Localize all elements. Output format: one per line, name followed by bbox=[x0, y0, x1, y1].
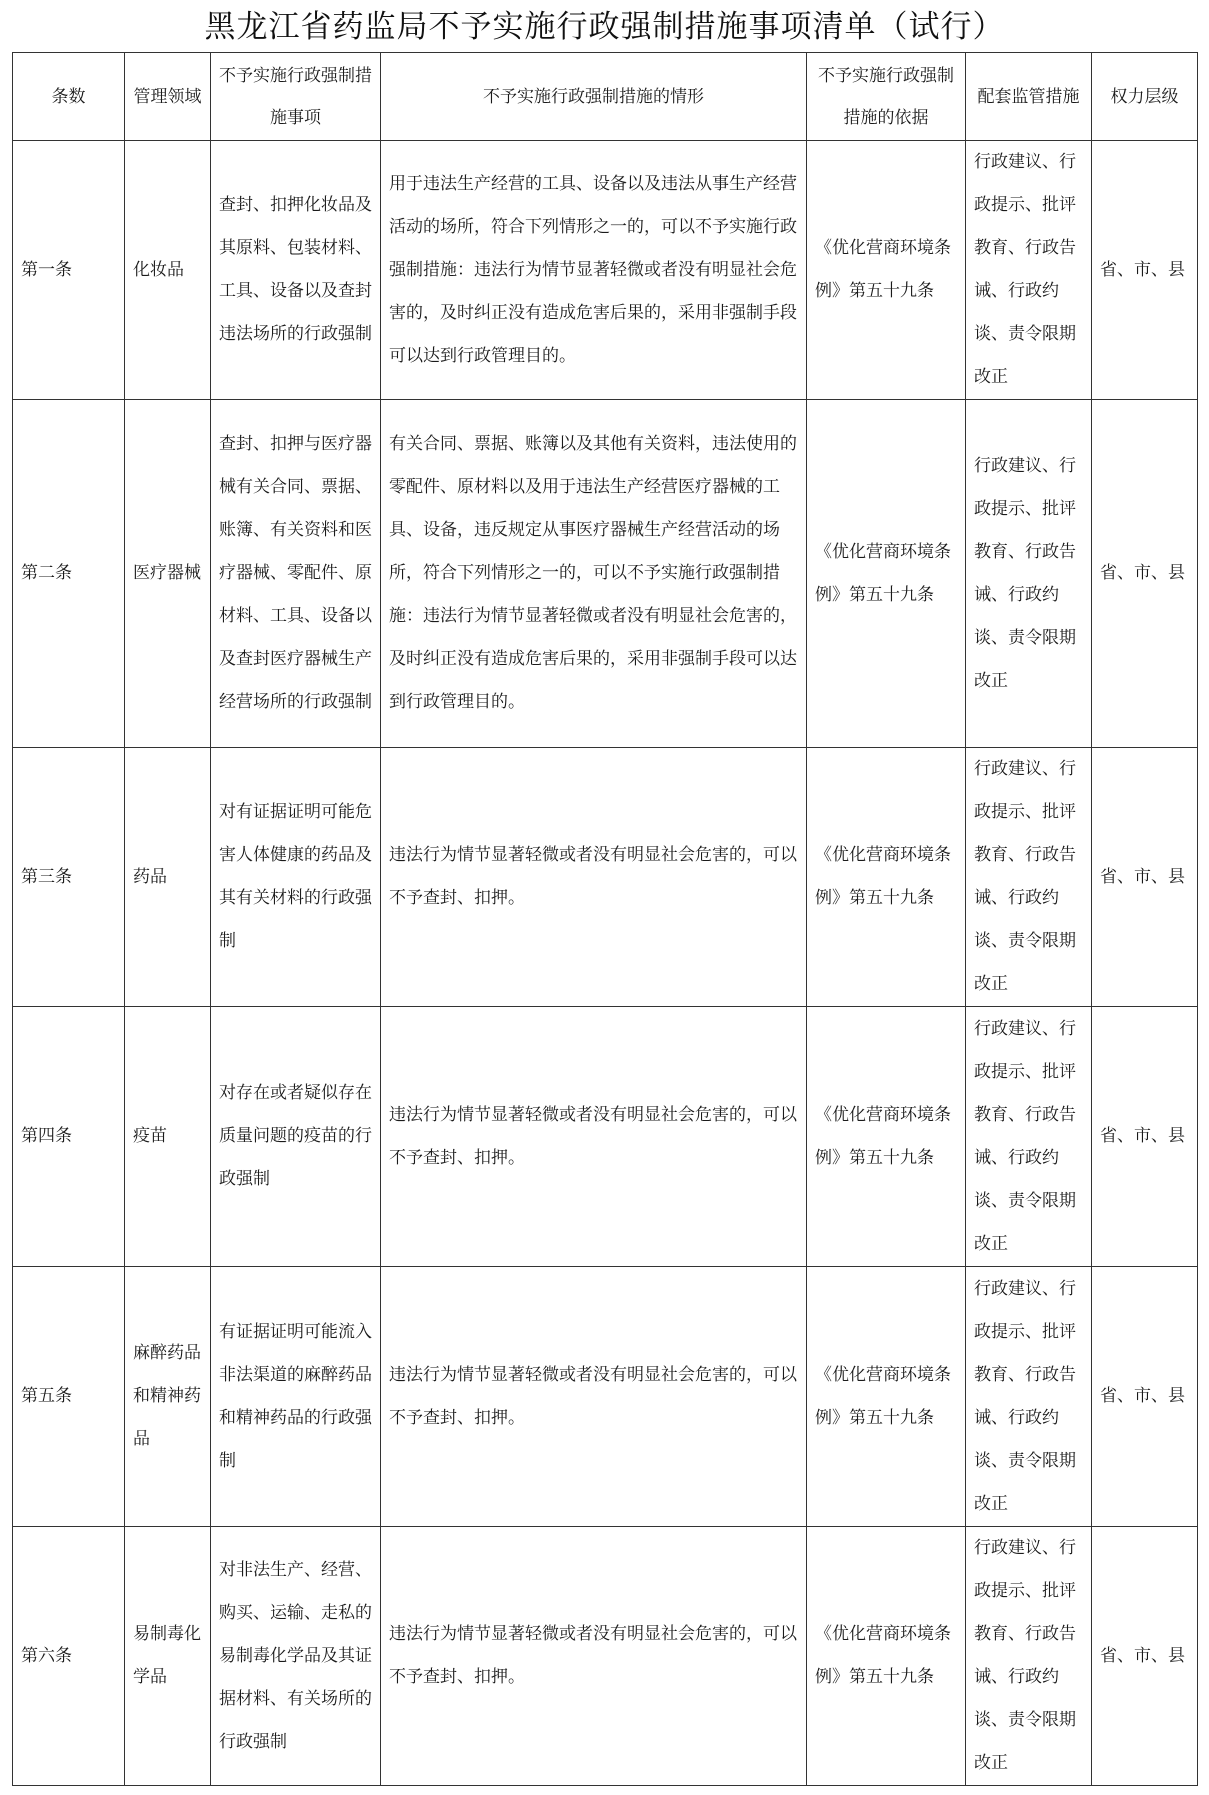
cell-level: 省、市、县 bbox=[1092, 400, 1198, 748]
header-circumstance: 不予实施行政强制措施的情形 bbox=[381, 53, 807, 141]
cell-domain: 医疗器械 bbox=[125, 400, 211, 748]
cell-level: 省、市、县 bbox=[1092, 1007, 1198, 1267]
cell-matter: 对有证据证明可能危害人体健康的药品及其有关材料的行政强制 bbox=[211, 748, 381, 1007]
table-row bbox=[13, 141, 1198, 400]
cell-domain: 药品 bbox=[125, 748, 211, 1007]
cell-article: 第一条 bbox=[13, 141, 125, 400]
cell-domain: 化妆品 bbox=[125, 141, 211, 400]
cell-circumstance: 用于违法生产经营的工具、设备以及违法从事生产经营活动的场所，符合下列情形之一的，可以不予实施行政强制措施：违法行为情节显著轻微或者没有明显社会危害的，及时纠正没有造成危害后果的，采用非强制手段可以达到行政管理目的。 bbox=[381, 141, 807, 400]
header-matter: 不予实施行政强制措施事项 bbox=[211, 53, 381, 141]
header-level: 权力层级 bbox=[1092, 53, 1198, 141]
cell-circumstance: 违法行为情节显著轻微或者没有明显社会危害的，可以不予查封、扣押。 bbox=[381, 1527, 807, 1786]
table-row bbox=[13, 748, 1198, 1007]
cell-domain: 疫苗 bbox=[125, 1007, 211, 1267]
cell-circumstance: 违法行为情节显著轻微或者没有明显社会危害的，可以不予查封、扣押。 bbox=[381, 748, 807, 1007]
cell-basis: 《优化营商环境条例》第五十九条 bbox=[807, 1527, 966, 1786]
cell-level: 省、市、县 bbox=[1092, 1527, 1198, 1786]
measures-table bbox=[12, 52, 1198, 1786]
header-supervision: 配套监管措施 bbox=[966, 53, 1092, 141]
document-title: 黑龙江省药监局不予实施行政强制措施事项清单（试行） bbox=[204, 9, 1005, 45]
cell-level: 省、市、县 bbox=[1092, 141, 1198, 400]
table-row bbox=[13, 1007, 1198, 1267]
cell-basis: 《优化营商环境条例》第五十九条 bbox=[807, 141, 966, 400]
cell-article: 第三条 bbox=[13, 748, 125, 1007]
cell-basis: 《优化营商环境条例》第五十九条 bbox=[807, 1267, 966, 1527]
table-row bbox=[13, 1267, 1198, 1527]
cell-basis: 《优化营商环境条例》第五十九条 bbox=[807, 748, 966, 1007]
header-article: 条数 bbox=[13, 53, 125, 141]
cell-domain: 易制毒化学品 bbox=[125, 1527, 211, 1786]
cell-supervision: 行政建议、行政提示、批评教育、行政告诫、行政约谈、责令限期改正 bbox=[966, 400, 1092, 748]
cell-supervision: 行政建议、行政提示、批评教育、行政告诫、行政约谈、责令限期改正 bbox=[966, 1007, 1092, 1267]
cell-basis: 《优化营商环境条例》第五十九条 bbox=[807, 400, 966, 748]
table-row bbox=[13, 1527, 1198, 1786]
cell-matter: 查封、扣押化妆品及其原料、包装材料、工具、设备以及查封违法场所的行政强制 bbox=[211, 141, 381, 400]
cell-supervision: 行政建议、行政提示、批评教育、行政告诫、行政约谈、责令限期改正 bbox=[966, 748, 1092, 1007]
cell-basis: 《优化营商环境条例》第五十九条 bbox=[807, 1007, 966, 1267]
header-domain: 管理领域 bbox=[125, 53, 211, 141]
cell-level: 省、市、县 bbox=[1092, 748, 1198, 1007]
cell-supervision: 行政建议、行政提示、批评教育、行政告诫、行政约谈、责令限期改正 bbox=[966, 1267, 1092, 1527]
cell-domain: 麻醉药品和精神药品 bbox=[125, 1267, 211, 1527]
cell-matter: 对存在或者疑似存在质量问题的疫苗的行政强制 bbox=[211, 1007, 381, 1267]
cell-article: 第四条 bbox=[13, 1007, 125, 1267]
cell-supervision: 行政建议、行政提示、批评教育、行政告诫、行政约谈、责令限期改正 bbox=[966, 141, 1092, 400]
cell-supervision: 行政建议、行政提示、批评教育、行政告诫、行政约谈、责令限期改正 bbox=[966, 1527, 1092, 1786]
cell-article: 第二条 bbox=[13, 400, 125, 748]
header-basis: 不予实施行政强制措施的依据 bbox=[807, 53, 966, 141]
cell-article: 第六条 bbox=[13, 1527, 125, 1786]
cell-circumstance: 违法行为情节显著轻微或者没有明显社会危害的，可以不予查封、扣押。 bbox=[381, 1267, 807, 1527]
table-header-row bbox=[13, 53, 1198, 141]
cell-matter: 对非法生产、经营、购买、运输、走私的易制毒化学品及其证据材料、有关场所的行政强制 bbox=[211, 1527, 381, 1786]
cell-matter: 有证据证明可能流入非法渠道的麻醉药品和精神药品的行政强制 bbox=[211, 1267, 381, 1527]
cell-circumstance: 有关合同、票据、账簿以及其他有关资料，违法使用的零配件、原材料以及用于违法生产经营医疗器械的工具、设备，违反规定从事医疗器械生产经营活动的场所，符合下列情形之一的，可以不予实施行政强制措施：违法行为情节显著轻微或者没有明显社会危害的，及时纠正没有造成危害后果的，采用非强制手段可以达到行政管理目的。 bbox=[381, 400, 807, 748]
cell-article: 第五条 bbox=[13, 1267, 125, 1527]
table-row bbox=[13, 400, 1198, 748]
cell-level: 省、市、县 bbox=[1092, 1267, 1198, 1527]
cell-circumstance: 违法行为情节显著轻微或者没有明显社会危害的，可以不予查封、扣押。 bbox=[381, 1007, 807, 1267]
cell-matter: 查封、扣押与医疗器械有关合同、票据、账簿、有关资料和医疗器械、零配件、原材料、工具、设备以及查封医疗器械生产经营场所的行政强制 bbox=[211, 400, 381, 748]
